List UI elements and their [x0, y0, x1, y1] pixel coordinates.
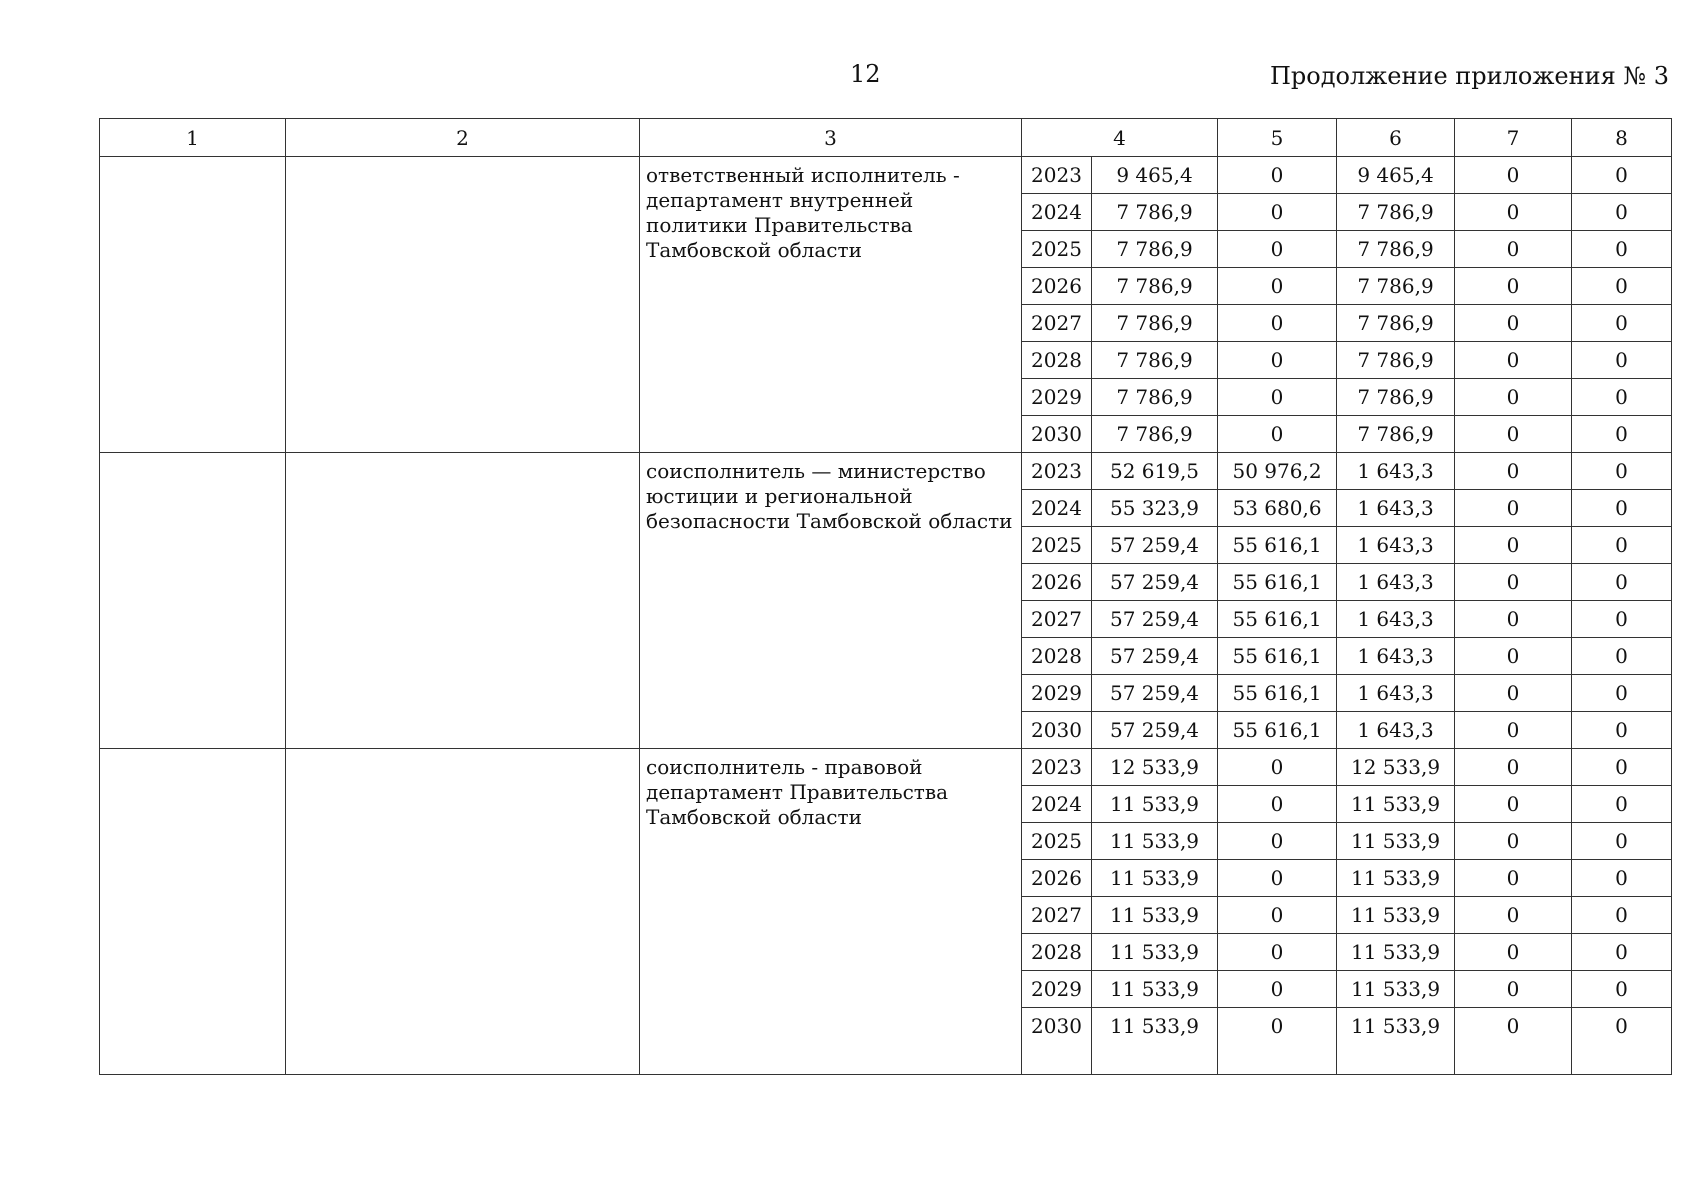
local-budget-cell: 0	[1455, 342, 1572, 379]
regional-budget-cell: 7 786,9	[1337, 416, 1455, 453]
local-budget-cell: 0	[1455, 231, 1572, 268]
total-cell: 7 786,9	[1092, 268, 1218, 305]
local-budget-cell: 0	[1455, 194, 1572, 231]
year-cell: 2026	[1022, 564, 1092, 601]
year-cell: 2024	[1022, 786, 1092, 823]
regional-budget-cell: 7 786,9	[1337, 268, 1455, 305]
table-body	[100, 157, 1672, 1075]
regional-budget-cell: 1 643,3	[1337, 638, 1455, 675]
other-sources-cell: 0	[1572, 601, 1672, 638]
year-cell: 2029	[1022, 971, 1092, 1008]
other-sources-cell: 0	[1572, 157, 1672, 194]
other-sources-cell: 0	[1572, 268, 1672, 305]
regional-budget-cell: 1 643,3	[1337, 675, 1455, 712]
year-cell: 2023	[1022, 453, 1092, 490]
local-budget-cell: 0	[1455, 1008, 1572, 1075]
local-budget-cell: 0	[1455, 860, 1572, 897]
other-sources-cell: 0	[1572, 971, 1672, 1008]
total-cell: 57 259,4	[1092, 527, 1218, 564]
total-cell: 11 533,9	[1092, 786, 1218, 823]
year-cell: 2026	[1022, 860, 1092, 897]
regional-budget-cell: 11 533,9	[1337, 860, 1455, 897]
federal-budget-cell: 0	[1218, 342, 1337, 379]
federal-budget-cell: 0	[1218, 268, 1337, 305]
total-cell: 11 533,9	[1092, 1008, 1218, 1075]
local-budget-cell: 0	[1455, 971, 1572, 1008]
year-cell: 2023	[1022, 749, 1092, 786]
other-sources-cell: 0	[1572, 1008, 1672, 1075]
year-cell: 2029	[1022, 379, 1092, 416]
table-row	[100, 453, 1672, 490]
regional-budget-cell: 1 643,3	[1337, 453, 1455, 490]
other-sources-cell: 0	[1572, 564, 1672, 601]
year-cell: 2024	[1022, 194, 1092, 231]
other-sources-cell: 0	[1572, 860, 1672, 897]
year-cell: 2025	[1022, 231, 1092, 268]
total-cell: 11 533,9	[1092, 860, 1218, 897]
regional-budget-cell: 11 533,9	[1337, 971, 1455, 1008]
year-cell: 2030	[1022, 416, 1092, 453]
regional-budget-cell: 11 533,9	[1337, 934, 1455, 971]
other-sources-cell: 0	[1572, 305, 1672, 342]
table-row	[100, 749, 1672, 786]
executor-cell: ответственный исполнитель - департамент внутренней политики Правительства Тамбовской области	[640, 157, 1022, 453]
federal-budget-cell: 0	[1218, 416, 1337, 453]
total-cell: 7 786,9	[1092, 194, 1218, 231]
total-cell: 52 619,5	[1092, 453, 1218, 490]
regional-budget-cell: 7 786,9	[1337, 194, 1455, 231]
total-cell: 7 786,9	[1092, 231, 1218, 268]
federal-budget-cell: 53 680,6	[1218, 490, 1337, 527]
total-cell: 7 786,9	[1092, 379, 1218, 416]
other-sources-cell: 0	[1572, 416, 1672, 453]
empty-cell-col1	[100, 749, 286, 1075]
page-number: 12	[850, 60, 881, 88]
column-header-6: 6	[1337, 119, 1455, 157]
other-sources-cell: 0	[1572, 934, 1672, 971]
total-cell: 57 259,4	[1092, 601, 1218, 638]
federal-budget-cell: 55 616,1	[1218, 675, 1337, 712]
federal-budget-cell: 0	[1218, 897, 1337, 934]
regional-budget-cell: 9 465,4	[1337, 157, 1455, 194]
local-budget-cell: 0	[1455, 786, 1572, 823]
total-cell: 11 533,9	[1092, 934, 1218, 971]
year-cell: 2025	[1022, 527, 1092, 564]
column-header-2: 2	[286, 119, 640, 157]
federal-budget-cell: 55 616,1	[1218, 712, 1337, 749]
budget-table	[99, 118, 1672, 1075]
other-sources-cell: 0	[1572, 231, 1672, 268]
other-sources-cell: 0	[1572, 453, 1672, 490]
year-cell: 2027	[1022, 601, 1092, 638]
regional-budget-cell: 1 643,3	[1337, 490, 1455, 527]
other-sources-cell: 0	[1572, 490, 1672, 527]
other-sources-cell: 0	[1572, 712, 1672, 749]
year-cell: 2027	[1022, 305, 1092, 342]
federal-budget-cell: 0	[1218, 934, 1337, 971]
regional-budget-cell: 1 643,3	[1337, 712, 1455, 749]
federal-budget-cell: 55 616,1	[1218, 638, 1337, 675]
regional-budget-cell: 7 786,9	[1337, 379, 1455, 416]
other-sources-cell: 0	[1572, 342, 1672, 379]
local-budget-cell: 0	[1455, 601, 1572, 638]
federal-budget-cell: 0	[1218, 860, 1337, 897]
local-budget-cell: 0	[1455, 934, 1572, 971]
federal-budget-cell: 0	[1218, 231, 1337, 268]
total-cell: 9 465,4	[1092, 157, 1218, 194]
empty-cell-col1	[100, 157, 286, 453]
year-cell: 2030	[1022, 1008, 1092, 1075]
regional-budget-cell: 12 533,9	[1337, 749, 1455, 786]
regional-budget-cell: 11 533,9	[1337, 823, 1455, 860]
local-budget-cell: 0	[1455, 564, 1572, 601]
regional-budget-cell: 11 533,9	[1337, 1008, 1455, 1075]
federal-budget-cell: 55 616,1	[1218, 527, 1337, 564]
local-budget-cell: 0	[1455, 823, 1572, 860]
total-cell: 12 533,9	[1092, 749, 1218, 786]
other-sources-cell: 0	[1572, 823, 1672, 860]
total-cell: 57 259,4	[1092, 638, 1218, 675]
other-sources-cell: 0	[1572, 638, 1672, 675]
regional-budget-cell: 7 786,9	[1337, 305, 1455, 342]
local-budget-cell: 0	[1455, 712, 1572, 749]
other-sources-cell: 0	[1572, 675, 1672, 712]
federal-budget-cell: 0	[1218, 305, 1337, 342]
local-budget-cell: 0	[1455, 268, 1572, 305]
year-cell: 2027	[1022, 897, 1092, 934]
total-cell: 7 786,9	[1092, 305, 1218, 342]
regional-budget-cell: 1 643,3	[1337, 527, 1455, 564]
column-header-3: 3	[640, 119, 1022, 157]
column-header-7: 7	[1455, 119, 1572, 157]
local-budget-cell: 0	[1455, 453, 1572, 490]
total-cell: 7 786,9	[1092, 342, 1218, 379]
other-sources-cell: 0	[1572, 786, 1672, 823]
local-budget-cell: 0	[1455, 638, 1572, 675]
column-header-4: 4	[1022, 119, 1218, 157]
federal-budget-cell: 55 616,1	[1218, 601, 1337, 638]
local-budget-cell: 0	[1455, 527, 1572, 564]
executor-cell: соисполнитель - правовой департамент Правительства Тамбовской области	[640, 749, 1022, 1075]
other-sources-cell: 0	[1572, 897, 1672, 934]
local-budget-cell: 0	[1455, 490, 1572, 527]
year-cell: 2024	[1022, 490, 1092, 527]
empty-cell-col2	[286, 749, 640, 1075]
column-header-5: 5	[1218, 119, 1337, 157]
year-cell: 2025	[1022, 823, 1092, 860]
other-sources-cell: 0	[1572, 194, 1672, 231]
federal-budget-cell: 55 616,1	[1218, 564, 1337, 601]
total-cell: 11 533,9	[1092, 971, 1218, 1008]
other-sources-cell: 0	[1572, 379, 1672, 416]
local-budget-cell: 0	[1455, 379, 1572, 416]
table-row	[100, 157, 1672, 194]
federal-budget-cell: 0	[1218, 1008, 1337, 1075]
federal-budget-cell: 0	[1218, 379, 1337, 416]
column-number-row	[100, 119, 1672, 157]
local-budget-cell: 0	[1455, 157, 1572, 194]
year-cell: 2026	[1022, 268, 1092, 305]
total-cell: 11 533,9	[1092, 823, 1218, 860]
federal-budget-cell: 0	[1218, 786, 1337, 823]
local-budget-cell: 0	[1455, 897, 1572, 934]
regional-budget-cell: 7 786,9	[1337, 342, 1455, 379]
total-cell: 7 786,9	[1092, 416, 1218, 453]
empty-cell-col2	[286, 453, 640, 749]
regional-budget-cell: 11 533,9	[1337, 897, 1455, 934]
federal-budget-cell: 0	[1218, 157, 1337, 194]
local-budget-cell: 0	[1455, 305, 1572, 342]
column-header-1: 1	[100, 119, 286, 157]
year-cell: 2029	[1022, 675, 1092, 712]
appendix-continuation-note: Продолжение приложения № 3	[1269, 62, 1669, 90]
total-cell: 57 259,4	[1092, 564, 1218, 601]
regional-budget-cell: 7 786,9	[1337, 231, 1455, 268]
total-cell: 11 533,9	[1092, 897, 1218, 934]
regional-budget-cell: 1 643,3	[1337, 601, 1455, 638]
total-cell: 57 259,4	[1092, 712, 1218, 749]
executor-cell: соисполнитель — министерство юстиции и региональной безопасности Тамбовской области	[640, 453, 1022, 749]
local-budget-cell: 0	[1455, 749, 1572, 786]
other-sources-cell: 0	[1572, 527, 1672, 564]
year-cell: 2028	[1022, 342, 1092, 379]
federal-budget-cell: 0	[1218, 194, 1337, 231]
regional-budget-cell: 11 533,9	[1337, 786, 1455, 823]
federal-budget-cell: 50 976,2	[1218, 453, 1337, 490]
column-header-8: 8	[1572, 119, 1672, 157]
year-cell: 2023	[1022, 157, 1092, 194]
federal-budget-cell: 0	[1218, 971, 1337, 1008]
regional-budget-cell: 1 643,3	[1337, 564, 1455, 601]
year-cell: 2030	[1022, 712, 1092, 749]
year-cell: 2028	[1022, 638, 1092, 675]
federal-budget-cell: 0	[1218, 823, 1337, 860]
local-budget-cell: 0	[1455, 675, 1572, 712]
local-budget-cell: 0	[1455, 416, 1572, 453]
federal-budget-cell: 0	[1218, 749, 1337, 786]
year-cell: 2028	[1022, 934, 1092, 971]
other-sources-cell: 0	[1572, 749, 1672, 786]
total-cell: 57 259,4	[1092, 675, 1218, 712]
total-cell: 55 323,9	[1092, 490, 1218, 527]
empty-cell-col1	[100, 453, 286, 749]
empty-cell-col2	[286, 157, 640, 453]
